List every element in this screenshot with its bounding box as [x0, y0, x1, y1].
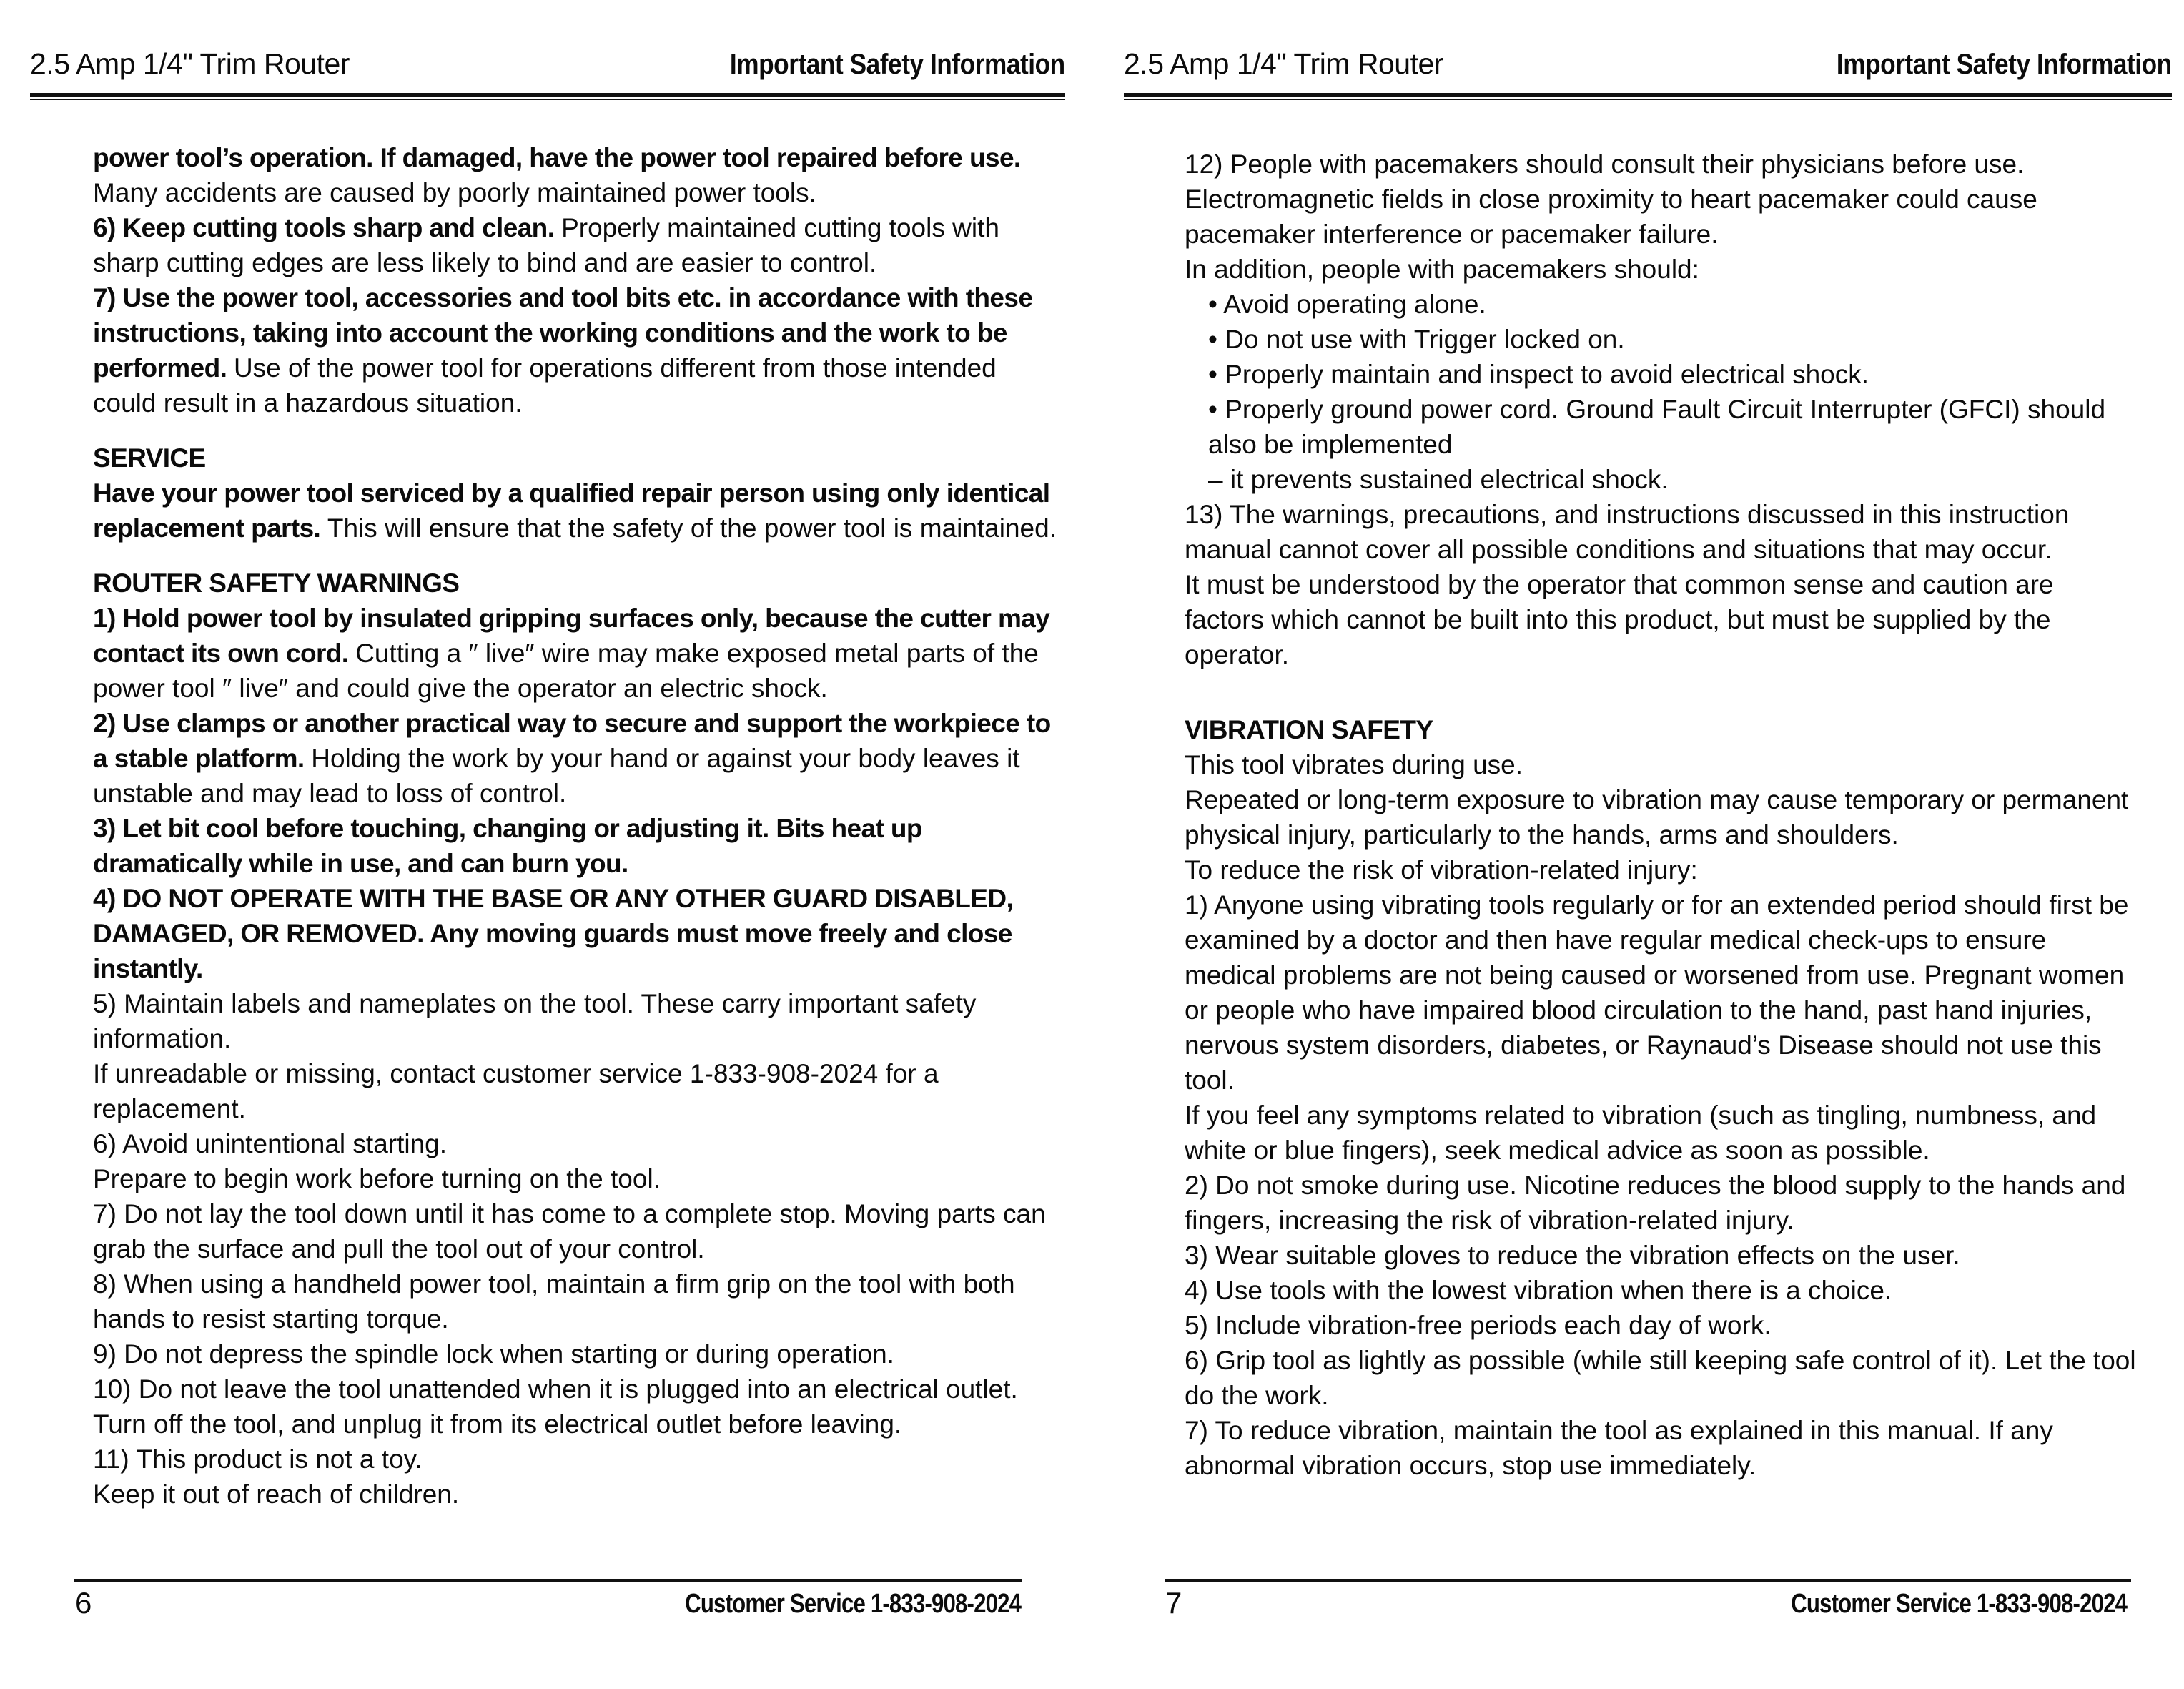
customer-service-phone: Customer Service 1-833-908-2024	[685, 1589, 1021, 1619]
paragraph: 7) Do not lay the tool down until it has come to a complete stop. Moving parts can grab the surface and pull the tool out of your control.	[93, 1199, 1046, 1264]
paragraph: 9) Do not depress the spindle lock when starting or during operation.	[93, 1339, 894, 1369]
paragraph: 10) Do not leave the tool unattended when it is plugged into an electrical outlet. Turn off the tool, and unplug it from its electrical outlet before leaving.	[93, 1374, 1018, 1439]
dash-note: – it prevents sustained electrical shock.	[1208, 465, 1669, 494]
header-rule	[30, 93, 1065, 100]
section-heading: ROUTER SAFETY WARNINGS	[93, 568, 460, 598]
paragraph: 13) The warnings, precautions, and instructions discussed in this instruction manual cannot cover all possible conditions and situations that may occur.	[1185, 500, 2070, 564]
paragraph: 6) Avoid unintentional starting.	[93, 1129, 448, 1158]
paragraph: Repeated or long-term exposure to vibration may cause temporary or permanent physical injury, particularly to the hands, arms and shoulders.	[1185, 785, 2129, 850]
page-7	[1124, 0, 2172, 1689]
paragraph: 7) To reduce vibration, maintain the tool as explained in this manual. If any abnormal vibration occurs, stop use immediately.	[1185, 1416, 2053, 1480]
footer-rule	[74, 1579, 1022, 1582]
paragraph: 2) Do not smoke during use. Nicotine reduces the blood supply to the hands and fingers, increasing the risk of vibration-related injury.	[1185, 1171, 2126, 1235]
paragraph: 2) Use clamps or another practical way to secure and support the workpiece to a stable platform. Holding the work by your hand or against your body leaves it unstable and may lead to loss of control.	[93, 709, 1051, 808]
product-title: 2.5 Amp 1/4" Trim Router	[1124, 47, 1443, 80]
paragraph: In addition, people with pacemakers should:	[1185, 255, 1699, 284]
paragraph: Electromagnetic fields in close proximity to heart pacemaker could cause pacemaker interference or pacemaker failure.	[1185, 184, 2037, 249]
bullet-item: • Properly maintain and inspect to avoid electrical shock.	[1208, 360, 1869, 389]
paragraph: 3) Let bit cool before touching, changing or adjusting it. Bits heat up dramatically while in use, and can burn you.	[93, 814, 922, 878]
section-heading: SERVICE	[93, 443, 206, 473]
paragraph: Have your power tool serviced by a qualified repair person using only identical replacement parts. This will ensure that the safety of the power tool is maintained.	[93, 478, 1057, 543]
bullet-item: • Avoid operating alone.	[1208, 290, 1486, 319]
product-title: 2.5 Amp 1/4" Trim Router	[30, 47, 350, 80]
header-rule	[1124, 93, 2172, 100]
paragraph: If unreadable or missing, contact customer service 1-833-908-2024 for a replacement.	[93, 1059, 939, 1123]
bullet-item: • Properly ground power cord. Ground Fault Circuit Interrupter (GFCI) should also be implemented	[1208, 395, 2106, 459]
paragraph: 7) Use the power tool, accessories and tool bits etc. in accordance with these instructions, taking into account the working conditions and the work to be performed. Use of the power tool for operations different from those intended could result in a hazardous situation.	[93, 283, 1033, 418]
customer-service-phone: Customer Service 1-833-908-2024	[1791, 1589, 2127, 1619]
paragraph: 4) DO NOT OPERATE WITH THE BASE OR ANY OTHER GUARD DISABLED, DAMAGED, OR REMOVED. Any moving guards must move freely and close instantly.	[93, 884, 1014, 983]
page-body	[93, 140, 1065, 1512]
paragraph: 5) Include vibration-free periods each day of work.	[1185, 1311, 1772, 1340]
page-header	[30, 47, 1065, 81]
paragraph: 3) Wear suitable gloves to reduce the vibration effects on the user.	[1185, 1241, 1960, 1270]
paragraph: 6) Keep cutting tools sharp and clean. Properly maintained cutting tools with sharp cutting edges are less likely to bind and are easier to control.	[93, 213, 999, 277]
paragraph: 8) When using a handheld power tool, maintain a firm grip on the tool with both hands to resist starting torque.	[93, 1269, 1015, 1334]
paragraph: 6) Grip tool as lightly as possible (while still keeping safe control of it). Let the tool do the work.	[1185, 1346, 2136, 1410]
page-6	[30, 0, 1065, 1689]
paragraph: 1) Anyone using vibrating tools regularly or for an extended period should first be examined by a doctor and then have regular medical check-ups to ensure medical problems are not being caused or worsened from use. Pregnant women or people who have impaired blood circulation to the hand, past hand injuries, nervous system disorders, diabetes, or Raynaud’s Disease should not use this tool.	[1185, 890, 2129, 1095]
paragraph: Prepare to begin work before turning on the tool.	[93, 1164, 661, 1193]
paragraph: 5) Maintain labels and nameplates on the tool. These carry important safety information.	[93, 989, 977, 1053]
paragraph: 1) Hold power tool by insulated gripping surfaces only, because the cutter may contact its own cord. Cutting a ″ live″ wire may make exposed metal parts of the power tool ″ live″ and could give the operator an electric shock.	[93, 604, 1050, 703]
page-number: 6	[75, 1586, 92, 1620]
paragraph: power tool’s operation. If damaged, have the power tool repaired before use. Many accidents are caused by poorly maintained power tools.	[93, 143, 1021, 207]
paragraph: 11) This product is not a toy.	[93, 1444, 423, 1474]
paragraph: 4) Use tools with the lowest vibration when there is a choice.	[1185, 1276, 1892, 1305]
paragraph: It must be understood by the operator that common sense and caution are factors which cannot be built into this product, but must be supplied by the operator.	[1185, 570, 2054, 669]
section-title: Important Safety Information	[1837, 49, 2172, 80]
section-title: Important Safety Information	[730, 49, 1065, 80]
paragraph: To reduce the risk of vibration-related injury:	[1185, 855, 1698, 885]
page-number: 7	[1165, 1586, 1182, 1620]
paragraph: This tool vibrates during use.	[1185, 750, 1523, 779]
paragraph: Keep it out of reach of children.	[93, 1479, 460, 1509]
page-body	[1185, 147, 2140, 1483]
page-header	[1124, 47, 2172, 81]
section-heading: VIBRATION SAFETY	[1185, 715, 1433, 744]
footer-rule	[1165, 1579, 2131, 1582]
paragraph: 12) People with pacemakers should consult their physicians before use.	[1185, 149, 2025, 179]
bullet-item: • Do not use with Trigger locked on.	[1208, 325, 1625, 354]
paragraph: If you feel any symptoms related to vibration (such as tingling, numbness, and white or blue fingers), seek medical advice as soon as possible.	[1185, 1100, 2097, 1165]
